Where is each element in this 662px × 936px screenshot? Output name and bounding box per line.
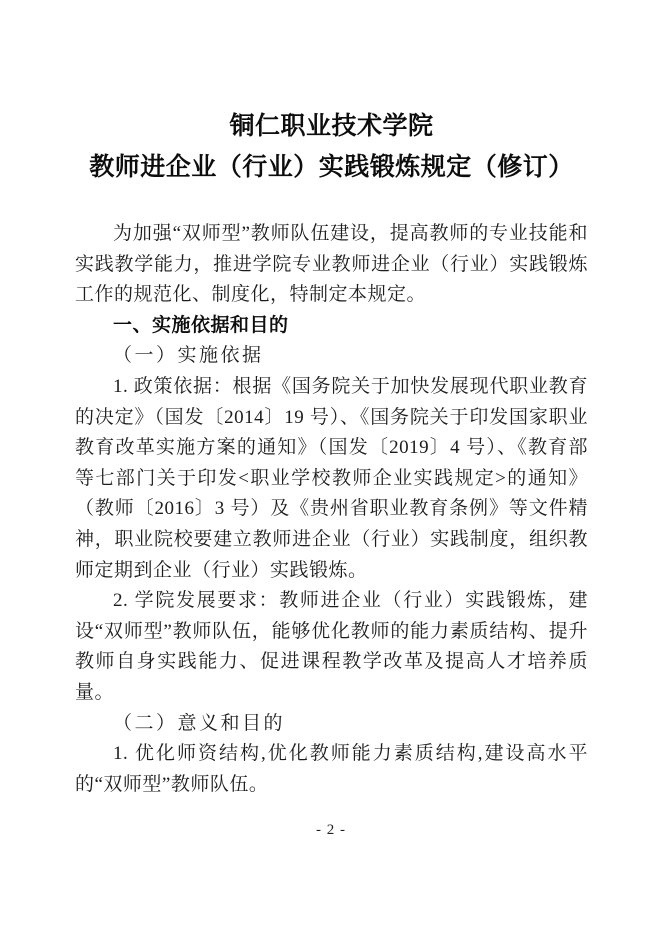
optimize-structure-paragraph: 1. 优化师资结构,优化教师能力素质结构,建设高水平的“双师型”教师队伍。 [75, 743, 588, 795]
section-1-heading: 一、实施依据和目的 [113, 314, 289, 336]
section-1-sub-2-heading: （二）意义和目的 [113, 712, 286, 734]
document-title-line2: 教师进企业（行业）实践锻炼规定（修订） [89, 154, 574, 181]
page-number: - 2 - [316, 822, 346, 838]
document-body [75, 219, 588, 800]
policy-basis-paragraph: 1. 政策依据：根据《国务院关于加快发展现代职业教育的决定》（国发〔2014〕19 号）、《国务院关于印发国家职业教育改革实施方案的通知》（国发〔2019〕4 号）、《教育部等七部门关于印发<职业学校教师企业实践规定>的通知》（教师〔2016〕3 号）及《贵州省职业教育条例》等文件精神，职业院校要建立教师进企业（行业）实践制度，组织教师定期到企业（行业）实践锻炼。 [75, 375, 588, 581]
college-requirement-paragraph: 2. 学院发展要求：教师进企业（行业）实践锻炼，建设“双师型”教师队伍，能够优化教师的能力素质结构、提升教师自身实践能力、促进课程教学改革及提高人才培养质量。 [75, 590, 588, 703]
document-title-line1: 铜仁职业技术学院 [229, 113, 434, 140]
section-1-sub-1-heading: （一）实施依据 [113, 345, 264, 367]
page-content [75, 106, 588, 800]
intro-paragraph: 为加强“双师型”教师队伍建设，提高教师的专业技能和实践教学能力，推进学院专业教师进企业（行业）实践锻炼工作的规范化、制度化，特制定本规定。 [75, 223, 588, 306]
